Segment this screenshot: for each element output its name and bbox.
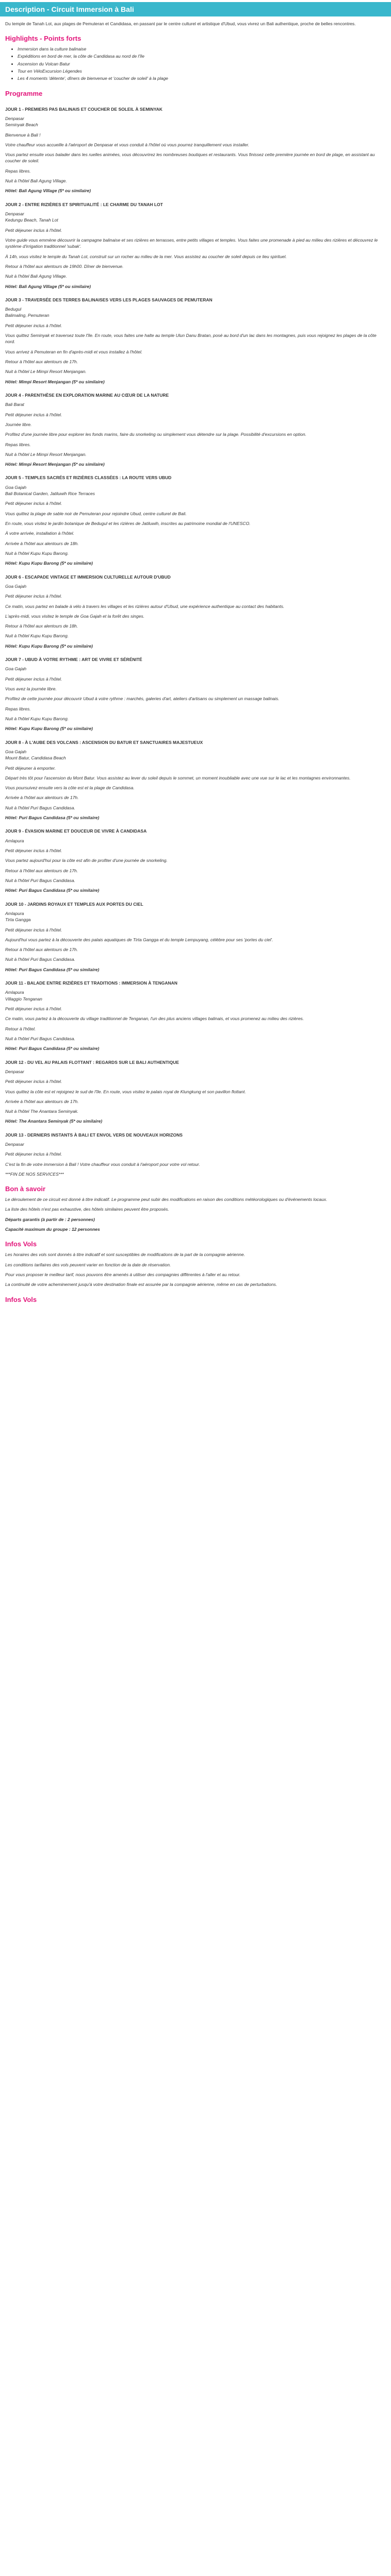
highlight-item: • Les 4 moments 'détente', dîners de bienvenue et 'coucher de soleil' à la plage xyxy=(18,75,386,81)
day-paragraph: Vous partez aujourd'hui pour la côte est afin de profiter d'une journée de snorkeling. xyxy=(5,858,168,863)
spacer xyxy=(5,761,386,765)
day-location: Villaggio Tenganan xyxy=(5,996,42,1002)
day-title: JOUR 3 - TRAVERSÉE DES TERRES BALINAISES VERS LES PLAGES SAUVAGES DE PEMUTERAN xyxy=(5,297,213,302)
day-paragraph: Petit déjeuner inclus à l'hôtel. xyxy=(5,676,62,682)
day-paragraph: Aujourd'hui vous partez à la découverte des palais aquatiques de Tirta Gangga et du temple Lempuyang, célèbre pour ses 'portes du ciel'. xyxy=(5,937,273,942)
day-location: Goa Gajah xyxy=(5,749,27,754)
day-paragraph: Retour à l'hôtel aux alentours de 17h. xyxy=(5,947,78,953)
spacer xyxy=(5,1075,386,1078)
day-location: Goa Gajah xyxy=(5,484,27,490)
day-paragraph: Hôtel: Kupu Kupu Barong (5* ou similaire) xyxy=(5,561,93,566)
day-paragraph: Nuit à l'hôtel Puri Bagus Candidasa. xyxy=(5,877,75,883)
highlight-item: • Immersion dans la culture balinaise xyxy=(18,46,386,52)
infos-text: Les horaires des vols sont donnés à titre indicatif et sont susceptibles de modifications de la part de la compagnie aérienne. xyxy=(5,1252,245,1258)
spacer xyxy=(5,319,386,323)
program-day xyxy=(0,656,391,732)
day-paragraph: Petit déjeuner inclus à l'hôtel. xyxy=(5,1151,62,1157)
day-paragraph: Nuit à l'hôtel Kupu Kupu Barong. xyxy=(5,550,69,556)
highlight-item: • Tour en VéloExcursion Légendes xyxy=(18,68,386,74)
spacer xyxy=(5,128,386,132)
day-title: JOUR 5 - TEMPLES SACRÉS ET RIZIÈRES CLASSÉES : LA ROUTE VERS UBUD xyxy=(5,475,172,481)
day-paragraph: Hôtel: Puri Bagus Candidasa (5* ou similaire) xyxy=(5,967,100,972)
day-paragraph: Arrivée à l'hôtel aux alentours de 18h. xyxy=(5,540,79,546)
day-paragraph: Profitez d'une journée libre pour explorer les fonds marins, faire du snorkeling ou simplement vous détendre sur la plage. Possibilité d'excursions en option. xyxy=(5,432,306,437)
day-paragraph: Bienvenue à Bali ! xyxy=(5,132,41,138)
day-paragraph: Repas libres. xyxy=(5,442,31,447)
day-paragraph: Nuit à l'hôtel Bali Agung Village. xyxy=(5,178,67,184)
highlight-item: • Ascension du Volcan Batur xyxy=(18,61,386,67)
day-paragraph: Hôtel: Mimpi Resort Menjangan (5* ou similaire) xyxy=(5,462,105,467)
intro-text: Du temple de Tanah Lot, aux plages de Pemuteran et Candidasa, en passant par le centre culturel et artistique d'Ubud, vous vivrez un Bali authentique, proche de belles rencontres. xyxy=(5,21,356,26)
day-location: Bedugul xyxy=(5,307,22,312)
day-paragraph: Arrivée à l'hôtel aux alentours de 17h. xyxy=(5,795,79,801)
program-day xyxy=(0,901,391,973)
page-title: Description - Circuit Immersion à Bali xyxy=(0,2,391,16)
day-title: JOUR 4 - PARENTHÈSE EN EXPLORATION MARINE AU CŒUR DE LA NATURE xyxy=(5,392,169,398)
day-paragraph: Nuit à l'hôtel The Anantara Seminyak. xyxy=(5,1109,79,1114)
day-paragraph: Vous quittez la plage de sable noir de Pemuteran pour rejoindre Ubud, centre culturel de Bali. xyxy=(5,511,187,516)
program-day xyxy=(0,392,391,468)
day-location: Denpasar xyxy=(5,115,24,121)
day-paragraph: Journée libre. xyxy=(5,421,32,427)
day-paragraph: À votre arrivée, installation à l'hôtel. xyxy=(5,531,74,536)
spacer xyxy=(5,1002,386,1006)
day-location: Denpasar xyxy=(5,1142,24,1147)
day-paragraph: Nuit à l'hôtel Kupu Kupu Barong. xyxy=(5,633,69,639)
day-location: Amlapura xyxy=(5,990,24,995)
day-paragraph: C'est la fin de votre immersion à Bali ! Votre chauffeur vous conduit à l'aéroport pour votre vol retour. xyxy=(5,1161,200,1167)
infos-text: Les conditions tarifaires des vols peuvent varier en fonction de la date de réservation. xyxy=(5,1262,171,1267)
day-paragraph: Vous arrivez à Pemuteran en fin d'après-midi et vous installez à l'hôtel. xyxy=(5,349,143,354)
day-paragraph: Petit déjeuner inclus à l'hôtel. xyxy=(5,412,62,417)
day-paragraph: Retour à l'hôtel. xyxy=(5,1026,36,1031)
day-title: JOUR 2 - ENTRE RIZIÈRES ET SPIRITUALITÉ : LE CHARME DU TANAH LOT xyxy=(5,201,163,207)
day-paragraph: Petit déjeuner inclus à l'hôtel. xyxy=(5,227,62,233)
spacer xyxy=(5,844,386,848)
infos-bottom-heading: Infos Vols xyxy=(5,1295,37,1303)
program-day xyxy=(0,574,391,650)
infos-section xyxy=(0,1251,391,1287)
infos-heading: Infos Vols xyxy=(5,1240,37,1248)
day-paragraph: Petit déjeuner inclus à l'hôtel. xyxy=(5,594,62,599)
spacer xyxy=(5,497,386,500)
day-paragraph: L'après-midi, vous visitez le temple de Goa Gajah et la forêt des singes. xyxy=(5,613,144,619)
day-location: Amlapura xyxy=(5,910,24,916)
day-paragraph: À 14h, vous visitez le temple du Tanah Lot, construit sur un rocher au milieu de la mer. Vous assistez au coucher de soleil depuis ce lieu spirituel. xyxy=(5,253,287,259)
day-location: Amlapura xyxy=(5,838,24,843)
capacite-text: Capacité maximum du groupe : 12 personnes xyxy=(5,1227,100,1232)
day-location: Denpasar xyxy=(5,211,24,216)
day-paragraph: Nuit à l'hôtel Puri Bagus Candidasa. xyxy=(5,805,75,810)
day-paragraph: Petit déjeuner inclus à l'hôtel. xyxy=(5,501,62,506)
day-title: JOUR 8 - À L'AUBE DES VOLCANS : ASCENSION DU BATUR ET SANCTUAIRES MAJESTUEUX xyxy=(5,739,203,745)
day-location: Mount Batur, Candidasa Beach xyxy=(5,755,66,761)
program-day xyxy=(0,1059,391,1125)
day-paragraph: Retour à l'hôtel aux alentours de 18h. xyxy=(5,623,78,629)
program-day xyxy=(0,474,391,566)
day-paragraph: Petit déjeuner inclus à l'hôtel. xyxy=(5,323,62,328)
departs-text: Départs garantis (à partir de : 2 personnes) xyxy=(5,1216,95,1222)
day-title: JOUR 1 - PREMIERS PAS BALINAIS ET COUCHER DE SOLEIL À SEMINYAK xyxy=(5,106,162,112)
day-paragraph: Ce matin, vous partez en balade à vélo à travers les villages et les rizières autour d'Ubud, une expérience authentique au contact des habitants. xyxy=(5,603,285,609)
bon-savoir-section xyxy=(0,1196,391,1232)
program-day xyxy=(0,980,391,1052)
day-paragraph: Vous quittez la côte est et rejoignez le sud de l'île. En route, vous visitez le palais royal de Klungkung et son pavillon flottant. xyxy=(5,1089,246,1094)
day-location: Bali Barat xyxy=(5,402,24,408)
day-paragraph: Nuit à l'hôtel Puri Bagus Candidasa. xyxy=(5,957,75,962)
day-title: JOUR 13 - DERNIERS INSTANTS À BALI ET ENVOL VERS DE NOUVEAUX HORIZONS xyxy=(5,1132,183,1138)
day-paragraph: Petit déjeuner inclus à l'hôtel. xyxy=(5,927,62,933)
day-paragraph: Hôtel: Puri Bagus Candidasa (5* ou similaire) xyxy=(5,888,100,893)
spacer xyxy=(5,224,386,227)
day-paragraph: Hôtel: Puri Bagus Candidasa (5* ou similaire) xyxy=(5,815,100,821)
day-paragraph: Hôtel: Puri Bagus Candidasa (5* ou similaire) xyxy=(5,1046,100,1052)
day-title: JOUR 6 - ESCAPADE VINTAGE ET IMMERSION CULTURELLE AUTOUR D'UBUD xyxy=(5,574,171,580)
day-location: Tirta Gangga xyxy=(5,917,31,923)
spacer xyxy=(5,1147,386,1151)
day-paragraph: Hôtel: Bali Agung Village (5* ou similaire) xyxy=(5,188,91,194)
program-day xyxy=(0,828,391,893)
day-paragraph: Nuit à l'hôtel Le Mimpi Resort Menjangan. xyxy=(5,369,87,375)
program-days xyxy=(0,106,391,1178)
day-paragraph: Hôtel: Kupu Kupu Barong (5* ou similaire) xyxy=(5,643,93,649)
day-paragraph: Nuit à l'hôtel Le Mimpi Resort Menjangan. xyxy=(5,451,87,457)
day-paragraph: Hôtel: The Anantara Seminyak (5* ou similaire) xyxy=(5,1118,103,1124)
bon-savoir-text: Le déroulement de ce circuit est donné à titre indicatif. Le programme peut subir des modifications en raison des conditions météorologiques ou d'événements locaux. xyxy=(5,1197,328,1202)
day-paragraph: Petit déjeuner inclus à l'hôtel. xyxy=(5,848,62,853)
program-day xyxy=(0,106,391,194)
day-paragraph: Hôtel: Bali Agung Village (5* ou similaire) xyxy=(5,283,91,289)
highlights-heading: Highlights - Points forts xyxy=(5,35,82,43)
program-day xyxy=(0,297,391,385)
day-paragraph: Retour à l'hôtel aux alentours de 17h. xyxy=(5,868,78,873)
program-day xyxy=(0,739,391,821)
bon-savoir-heading: Bon à savoir xyxy=(5,1185,46,1193)
day-paragraph: Votre chauffeur vous accueille à l'aéroport de Denpasar et vous conduit à l'hôtel où vous pourrez tranquillement vous installer. xyxy=(5,142,250,147)
day-paragraph: Hôtel: Mimpi Resort Menjangan (5* ou similaire) xyxy=(5,379,105,384)
day-paragraph: Votre guide vous emmène découvrir la campagne balinaise et ses rizières en terrasses, entre petits villages et temples. Vous faites une promenade à pied au milieu des rizières et découvrez le système d'irrigation traditionnel 'subak'. xyxy=(5,237,378,249)
highlight-item: • Expéditions en bord de mer, la côte de Candidasa au nord de l'île xyxy=(18,53,386,59)
day-paragraph: Nuit à l'hôtel Puri Bagus Candidasa. xyxy=(5,1036,75,1041)
day-title: JOUR 7 - UBUD À VOTRE RYTHME : ART DE VIVRE ET SÉRÉNITÉ xyxy=(5,657,142,663)
day-title: JOUR 12 - DU VEL AU PALAIS FLOTTANT : REGARDS SUR LE BALI AUTHENTIQUE xyxy=(5,1059,180,1065)
day-location: Denpasar xyxy=(5,1069,24,1074)
day-title: JOUR 11 - BALADE ENTRE RIZIÈRES ET TRADITIONS : IMMERSION À TENGANAN xyxy=(5,980,177,986)
day-paragraph: Repas libres. xyxy=(5,168,31,174)
day-paragraph: Petit déjeuner inclus à l'hôtel. xyxy=(5,1079,62,1084)
spacer xyxy=(5,923,386,927)
day-location: Balimaling, Pemuteran xyxy=(5,313,50,318)
day-paragraph: En route, vous visitez le jardin botanique de Bedugul et les rizières de Jatiluwih, inscrites au patrimoine mondial de l'UNESCO. xyxy=(5,521,251,526)
day-location: Bali Botanical Garden, Jatiluwih Rice Terraces xyxy=(5,491,95,497)
bon-savoir-text: La liste des hôtels n'est pas exhaustive, des hôtels similaires peuvent être proposés. xyxy=(5,1207,169,1212)
spacer xyxy=(5,408,386,412)
day-location: Goa Gajah xyxy=(5,666,27,672)
infos-text: Pour vous proposer le meilleur tarif, nous pouvons être amenés à utiliser des compagnies différentes à l'aller et au retour. xyxy=(5,1272,241,1277)
program-day xyxy=(0,201,391,290)
highlights-list xyxy=(0,46,391,82)
program-day xyxy=(0,1132,391,1178)
infos-text: La continuité de votre acheminement jusqu'à votre destination finale est assurée par la compagnie aérienne, même en cas de perturbations. xyxy=(5,1282,278,1287)
day-paragraph: Ce matin, vous partez à la découverte du village traditionnel de Tenganan, l'un des plus anciens villages balinais, et vous promenez au milieu des rizières. xyxy=(5,1016,304,1022)
spacer xyxy=(5,589,386,593)
day-location: Goa Gajah xyxy=(5,583,27,589)
day-title: JOUR 10 - JARDINS ROYAUX ET TEMPLES AUX PORTES DU CIEL xyxy=(5,901,143,907)
program-heading: Programme xyxy=(5,89,43,97)
day-title: JOUR 9 - ÉVASION MARINE ET DOUCEUR DE VIVRE À CANDIDASA xyxy=(5,828,147,834)
day-paragraph: Petit déjeuner à emporter. xyxy=(5,765,56,771)
day-paragraph: Vous poursuivez ensuite vers la côte est et la plage de Candidasa. xyxy=(5,785,135,791)
day-paragraph: Retour à l'hôtel aux alentours de 17h. xyxy=(5,359,78,364)
day-paragraph: Retour à l'hôtel aux alentours de 19h00. Dîner de bienvenue. xyxy=(5,263,124,269)
day-paragraph: Repas libres. xyxy=(5,706,31,711)
day-location: Seminyak Beach xyxy=(5,122,38,128)
day-paragraph: Départ très tôt pour l'ascension du Mont Batur. Vous assistez au lever du soleil depuis le sommet, un moment inoubliable avec une vue sur le lac et les montagnes environnantes. xyxy=(5,775,351,781)
day-paragraph: Nuit à l'hôtel Bali Agung Village. xyxy=(5,274,67,279)
day-paragraph: Arrivée à l'hôtel aux alentours de 17h. xyxy=(5,1098,79,1104)
day-paragraph: Vous partez ensuite vous balader dans les ruelles animées, vous découvrirez les nombreuses boutiques et restaurants. Vous finissez cette première journée en bord de plage, en assistant au coucher de soleil. xyxy=(5,152,375,164)
day-paragraph: Petit déjeuner inclus à l'hôtel. xyxy=(5,1006,62,1011)
day-paragraph: Vous quittez Seminyak et traversez toute l'île. En route, vous faites une halte au temple Ulun Danu Bratan, posé au bord d'un lac dans les montagnes, puis vous rejoignez les plages de la côte nord. xyxy=(5,333,377,345)
day-paragraph: Profitez de cette journée pour découvrir Ubud à votre rythme : marchés, galeries d'art, ateliers d'artisans ou simplement un massage balinais. xyxy=(5,696,280,702)
day-paragraph: Nuit à l'hôtel Kupu Kupu Barong. xyxy=(5,716,69,721)
spacer xyxy=(5,672,386,676)
day-paragraph: Hôtel: Kupu Kupu Barong (5* ou similaire) xyxy=(5,726,93,732)
day-location: Kedungu Beach, Tanah Lot xyxy=(5,217,58,223)
day-paragraph: Vous avez la journée libre. xyxy=(5,686,57,691)
day-paragraph: ***FIN DE NOS SERVICES*** xyxy=(5,1172,64,1177)
